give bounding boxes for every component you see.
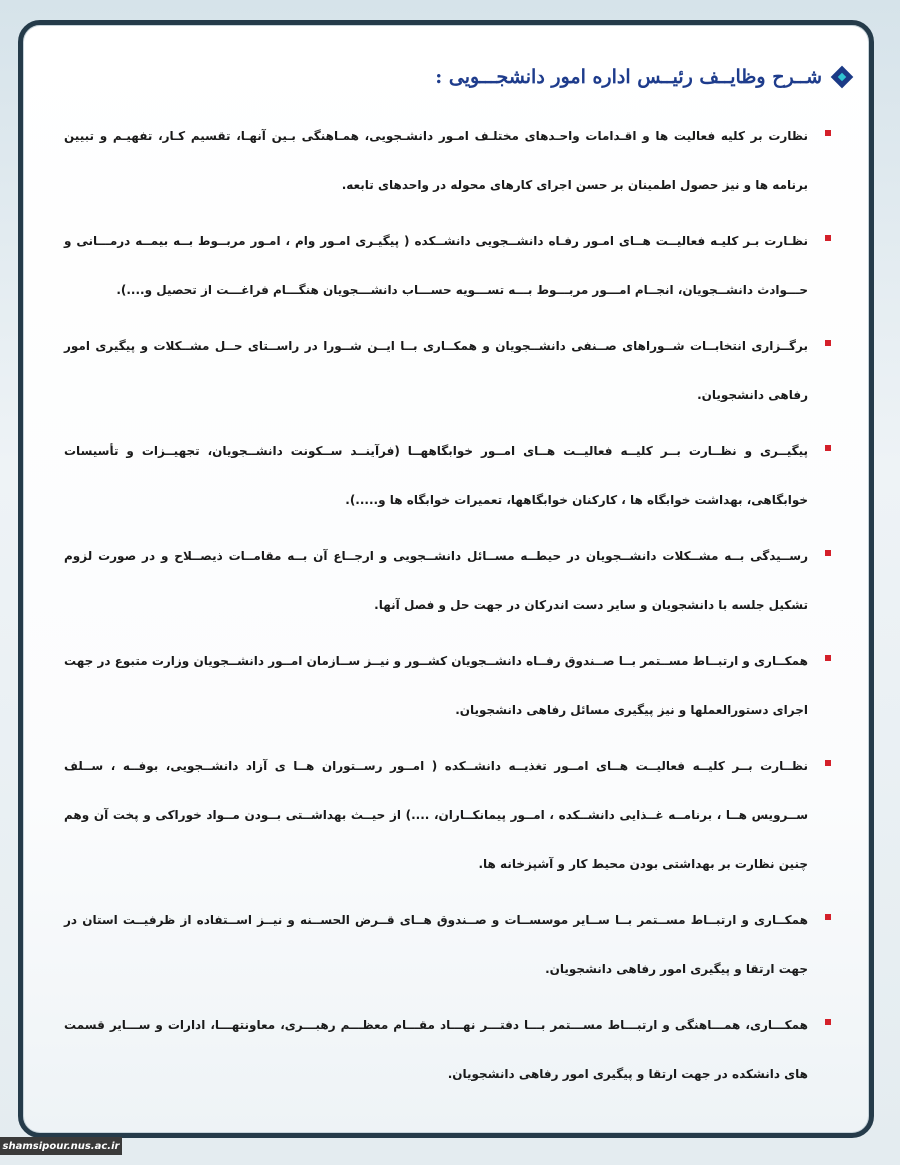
bullet-icon: [825, 235, 831, 241]
bullet-icon: [825, 550, 831, 556]
duties-list: [64, 112, 808, 1106]
list-item: [64, 896, 808, 994]
bullet-icon: [825, 340, 831, 346]
list-item-text: نظارت بر کلیه فعالیت ها و اقـدامات واحـدهای مختلـف امـور دانشـجویی، همـاهنگی بـین آنهـا، تقسیم کـار، تفهیـم و تبیین برنامه ها و نیز حصول اطمینان بر حسن اجرای کارهای محوله در واحدهای تابعه.: [64, 129, 808, 192]
list-item-text: نظــارت بــر کلیــه فعالیــت هــای امــور تغذیــه دانشــکده ( امــور رســتوران هــا ی آزاد دانشــجویی، بوفــه ، ســلف ســرویس هــا ، برنامــه غــذایی دانشــکده ، امــور پیمانکــاران، ....) از حیــث بهداشــتی بــودن مــواد خوراکی و پخت آن وهم چنین نظارت بر بهداشتی بودن محیط کار و آشپزخانه ها.: [64, 759, 808, 871]
list-item: [64, 532, 808, 630]
list-item: [64, 427, 808, 525]
list-item: [64, 322, 808, 420]
list-item: [64, 112, 808, 210]
list-item-text: نظـارت بـر کلیـه فعالیــت هــای امـور رفـاه دانشــجویی دانشــکده ( پیگیـری امـور وام ، امـور مربــوط بــه بیمــه درمـــانی و حـــوادث دانشــجویان، انجــام امـــور مربـــوط بـــه تســـویه حســـاب دانشـــجویان هنگـــام فراغـــت از تحصیل و....).: [64, 234, 808, 297]
bullet-icon: [825, 1019, 831, 1025]
bullet-icon: [825, 760, 831, 766]
list-item-text: رســیدگی بــه مشــکلات دانشــجویان در حیطــه مســائل دانشــجویی و ارجــاع آن بــه مقامــات ذیصــلاح و در صورت لزوم تشکیل جلسه با دانشجویان و سایر دست اندرکان در جهت حل و فصل آنها.: [64, 549, 808, 612]
bullet-icon: [825, 914, 831, 920]
list-item: [64, 1001, 808, 1099]
list-item-text: پیگیــری و نظــارت بــر کلیــه فعالیــت هــای امــور خوابگاههــا (فرآینــد ســکونت دانشــجویان، تجهیــزات و تأسیسات خوابگاهی، بهداشت خوابگاه ها ، کارکنان خوابگاهها، تعمیرات خوابگاه ها و.....).: [64, 444, 808, 507]
list-item-text: همکـــاری، همـــاهنگی و ارتبـــاط مســـتمر بـــا دفتـــر نهـــاد مقـــام معظـــم رهبـــری، معاونتهـــا، ادارات و ســـایر قسمت های دانشکده در جهت ارتقا و پیگیری امور رفاهی دانشجویان.: [64, 1018, 808, 1081]
list-item-text: همکــاری و ارتبــاط مســتمر بــا صــندوق رفــاه دانشــجویان کشــور و نیــز ســازمان امــور دانشــجویان وزارت متبوع در جهت اجرای دستورالعملها و نیز پیگیری مسائل رفاهی دانشجویان.: [64, 654, 808, 717]
bullet-icon: [825, 130, 831, 136]
footer-badge[interactable]: [0, 1137, 122, 1155]
title-row: [435, 66, 852, 88]
bullet-icon: [825, 655, 831, 661]
bullet-icon: [825, 445, 831, 451]
list-item: [64, 742, 808, 889]
page-title: شــرح وظایــف رئیــس اداره امور دانشجـــویی :: [435, 66, 822, 88]
list-item: [64, 217, 808, 315]
diamond-icon: [832, 67, 852, 87]
list-item-text: برگــزاری انتخابــات شــوراهای صــنفی دانشــجویان و همکــاری بــا ایــن شــورا در راســتای حــل مشــکلات و پیگیری امور رفاهی دانشجویان.: [64, 339, 808, 402]
list-item-text: همکــاری و ارتبــاط مســتمر بــا ســایر موسســات و صــندوق هــای قــرض الحســنه و نیــز اســتفاده از ظرفیــت استان در جهت ارتقا و پیگیری امور رفاهی دانشجویان.: [64, 913, 808, 976]
footer-site-link[interactable]: shamsipour.nus.ac.ir: [2, 1140, 120, 1152]
list-item: [64, 637, 808, 735]
